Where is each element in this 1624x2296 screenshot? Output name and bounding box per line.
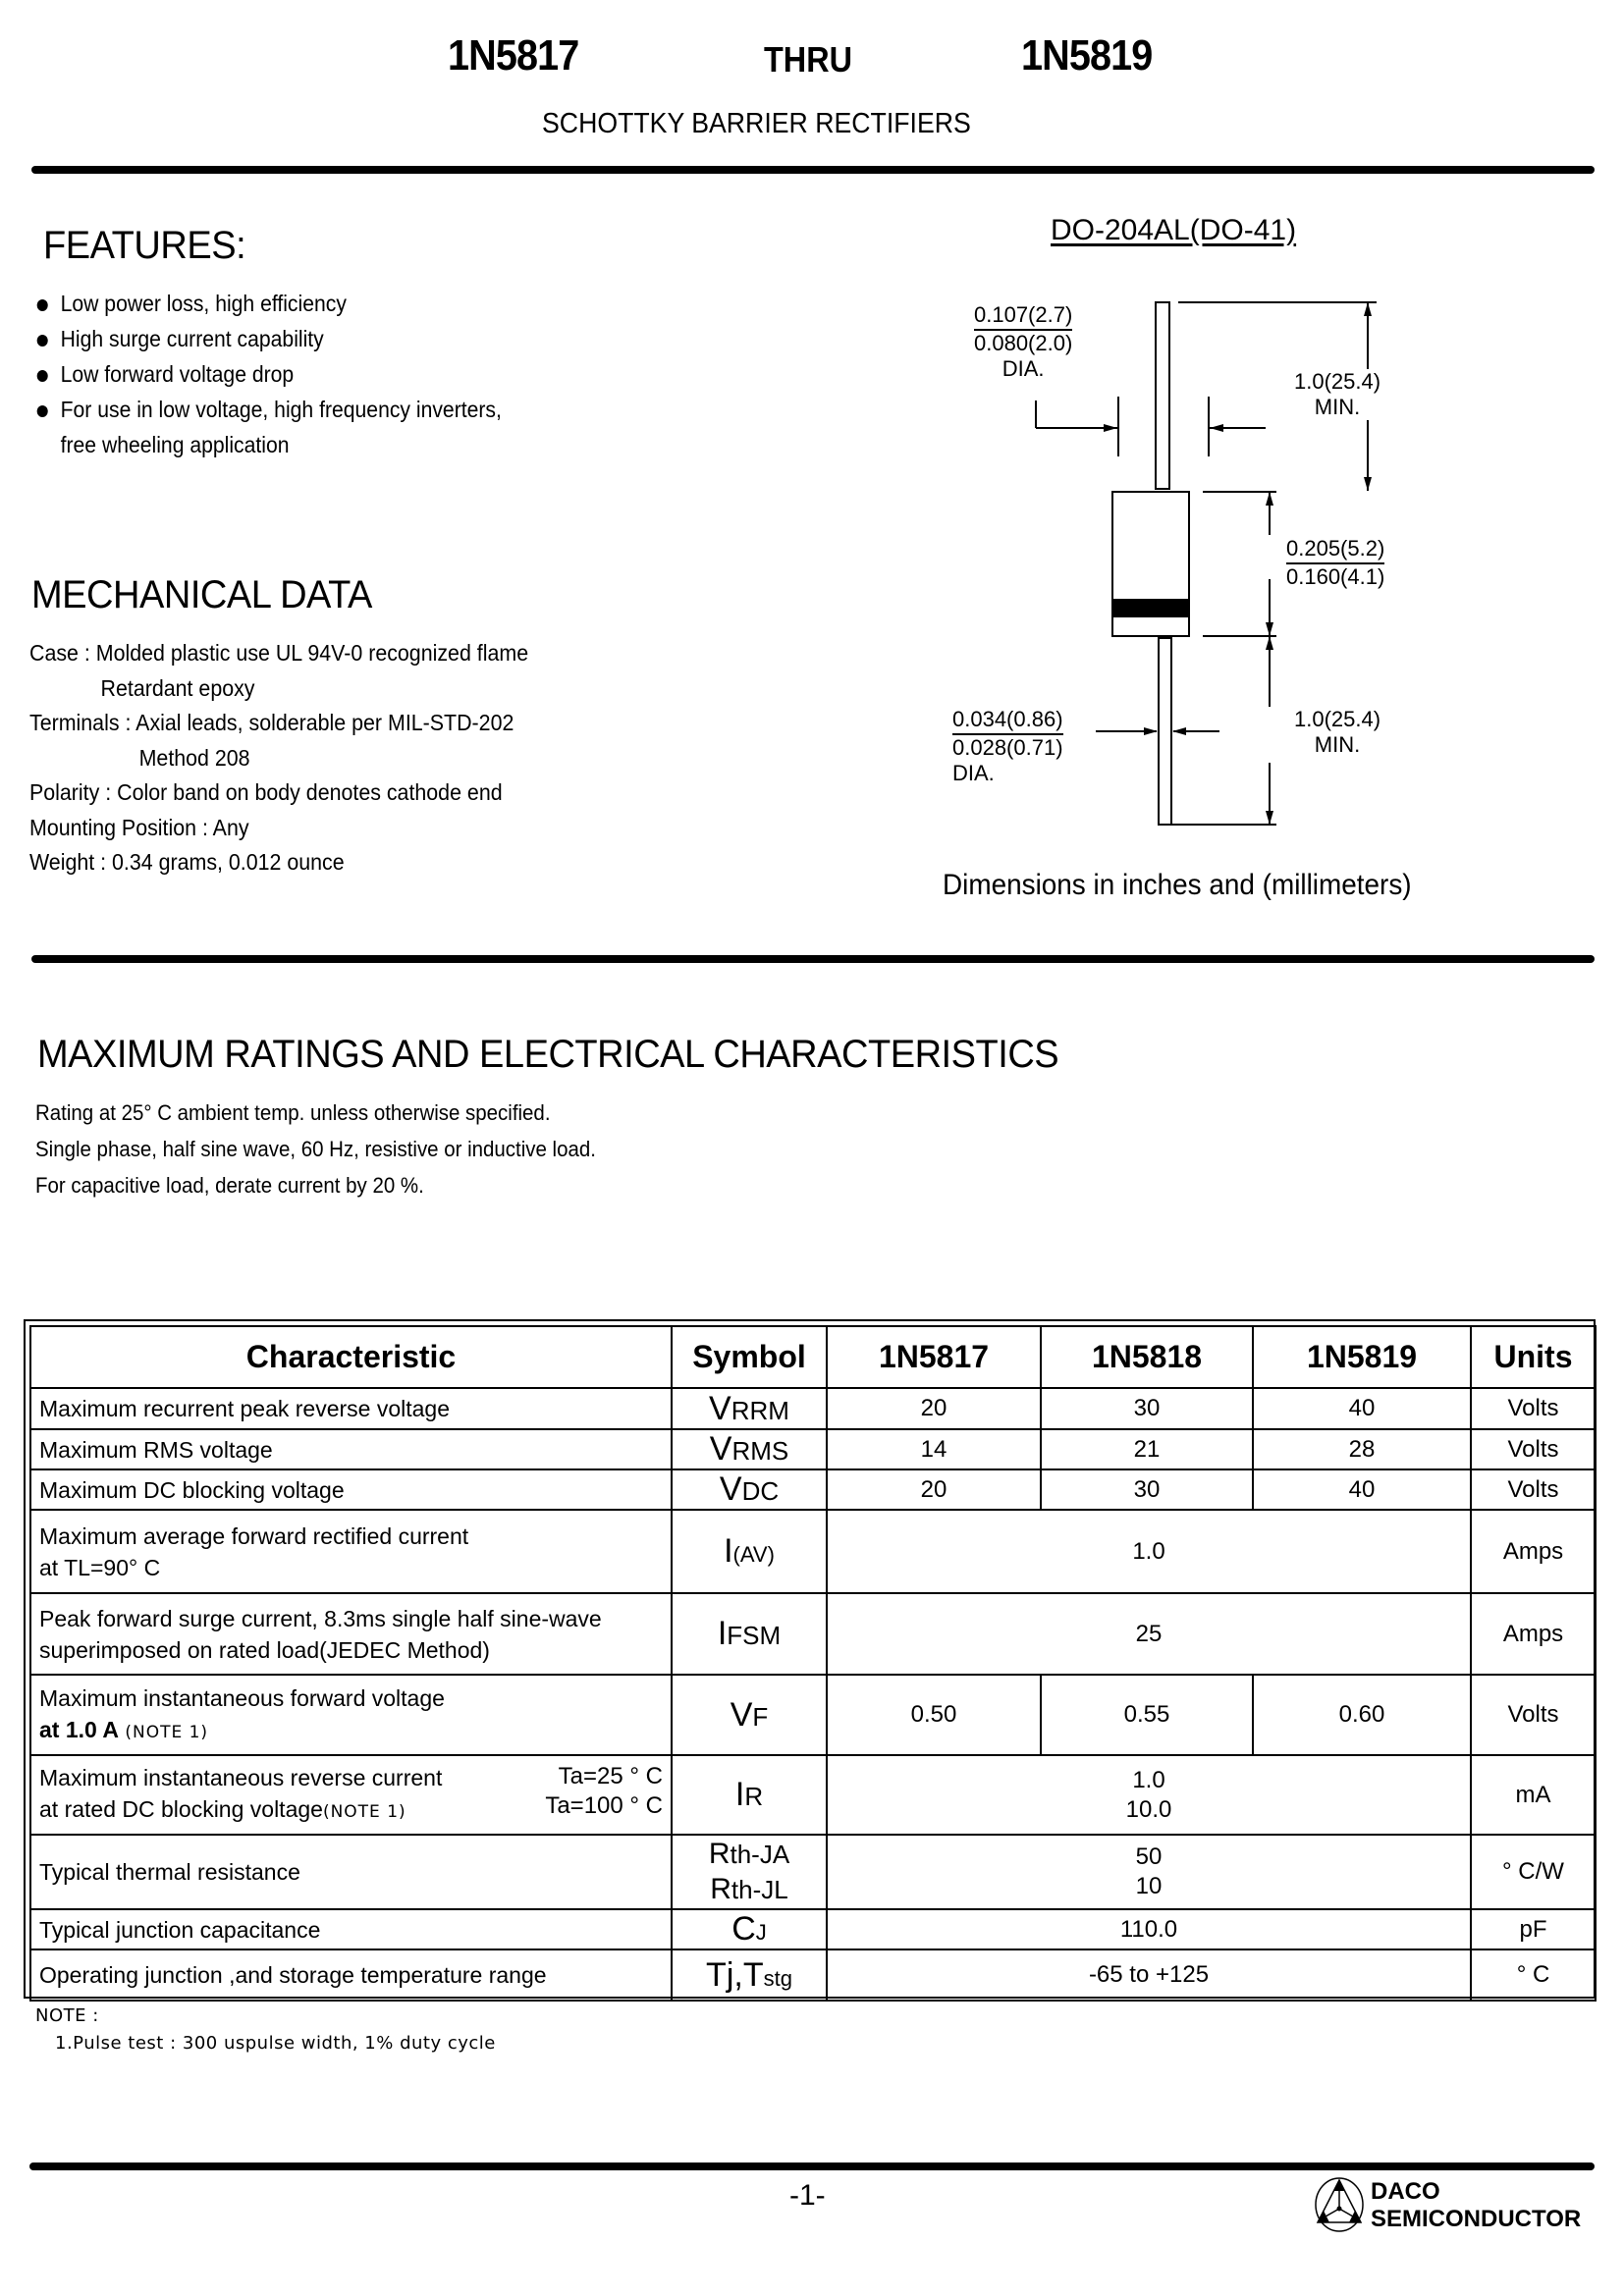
page-number: -1- [789,2179,826,2212]
col-header-1n5817: 1N5817 [827,1326,1041,1388]
mech-terminals-cont: Method 208 [138,744,250,771]
mech-case: Case : Molded plastic use UL 94V-0 recognized flame [29,640,529,666]
table-row: Typical thermal resistance Rth-JA Rth-JL 50 10 ° C/W [30,1835,1596,1909]
mech-mounting: Mounting Position : Any [29,814,249,840]
col-header-1n5819: 1N5819 [1253,1326,1471,1388]
feature-item: Low forward voltage drop [33,356,502,392]
daco-logo-icon [1314,2177,1365,2232]
mechanical-title: MECHANICAL DATA [31,573,372,616]
feature-item: High surge current capability [33,321,502,356]
bullet-icon [37,299,48,311]
thru-label: THRU [764,39,852,80]
rating-condition: Single phase, half sine wave, 60 Hz, resistive or inductive load. [35,1137,596,1161]
bullet-icon [37,370,48,382]
col-header-1n5818: 1N5818 [1041,1326,1253,1388]
mech-case-cont: Retardant epoxy [100,674,255,701]
table-header-row [30,1326,1596,1388]
wire-diameter-dimension: 0.034(0.86) 0.028(0.71) DIA. [952,707,1063,785]
table-row: Peak forward surge current, 8.3ms single half sine-wave superimposed on rated load(JEDEC Method) IFSM 25 Amps [30,1593,1596,1675]
col-header-characteristic: Characteristic [30,1326,672,1388]
mechanical-lines [29,636,566,881]
features-list [33,286,542,462]
table-row: Typical junction capacitance CJ 110.0 pF [30,1909,1596,1949]
col-header-symbol: Symbol [672,1326,827,1388]
dimensions-caption: Dimensions in inches and (millimeters) [943,869,1412,901]
ratings-title: MAXIMUM RATINGS AND ELECTRICAL CHARACTERISTICS [37,1033,1059,1076]
feature-item-continuation: free wheeling application [60,432,290,457]
lead-dia-max: 0.107(2.7) [974,302,1072,331]
lead-dia-label: DIA. [1001,356,1045,381]
table-row: Maximum DC blocking voltage VDC 20 30 40 Volts [30,1469,1596,1510]
top-lead-length-dimension: 1.0(25.4) MIN. [1294,369,1381,419]
header-divider [31,166,1595,174]
rating-condition: For capacitive load, derate current by 20 %. [35,1173,424,1198]
brand-name: DACO SEMICONDUCTOR [1371,2178,1582,2232]
lead-diameter-dimension [974,302,1072,382]
feature-item: Low power loss, high efficiency [33,286,502,321]
note-item: 1.Pulse test : 300 uspulse width, 1% duty cycle [55,2033,496,2054]
table-row: Operating junction ,and storage temperature range Tj,Tstg -65 to +125 ° C [30,1949,1596,2001]
part-number-from: 1N5817 [448,31,579,80]
document-subtitle: SCHOTTKY BARRIER RECTIFIERS [542,108,971,139]
rating-condition: Rating at 25° C ambient temp. unless otherwise specified. [35,1100,551,1125]
notes-section [35,2002,496,2057]
bullet-icon [37,405,48,417]
table-row: Ta=25 ° C Ta=100 ° C Maximum instantaneous reverse current at rated DC blocking voltage(NOTE 1) IR 1.0 10.0 mA [30,1755,1596,1835]
section-divider [31,955,1595,963]
features-title: FEATURES: [43,224,246,267]
ratings-conditions [35,1095,638,1203]
part-number-to: 1N5819 [1021,31,1153,80]
characteristics-table [29,1325,1597,2002]
bottom-lead-length-dimension: 1.0(25.4) MIN. [1294,707,1381,757]
table-row: Maximum RMS voltage VRMS 14 21 28 Volts [30,1429,1596,1469]
package-title: DO-204AL(DO-41) [1051,214,1297,246]
lead-dia-min: 0.080(2.0) [974,331,1073,355]
footer-divider [29,2163,1595,2170]
body-length-dimension: 0.205(5.2) 0.160(4.1) [1286,536,1385,589]
mech-terminals: Terminals : Axial leads, solderable per MIL-STD-202 [29,710,514,735]
notes-title: NOTE : [35,2005,99,2026]
table-row: Maximum average forward rectified current at TL=90° C I(AV) 1.0 Amps [30,1510,1596,1593]
feature-item: For use in low voltage, high frequency inverters, [33,392,502,427]
bullet-icon [37,335,48,347]
mech-weight: Weight : 0.34 grams, 0.012 ounce [29,849,345,875]
table-row: Maximum instantaneous forward voltage at 1.0 A (NOTE 1) VF 0.50 0.55 0.60 Volts [30,1675,1596,1755]
col-header-units: Units [1471,1326,1596,1388]
mech-polarity: Polarity : Color band on body denotes cathode end [29,779,503,805]
table-row: Maximum recurrent peak reverse voltage VRRM 20 30 40 Volts [30,1388,1596,1429]
